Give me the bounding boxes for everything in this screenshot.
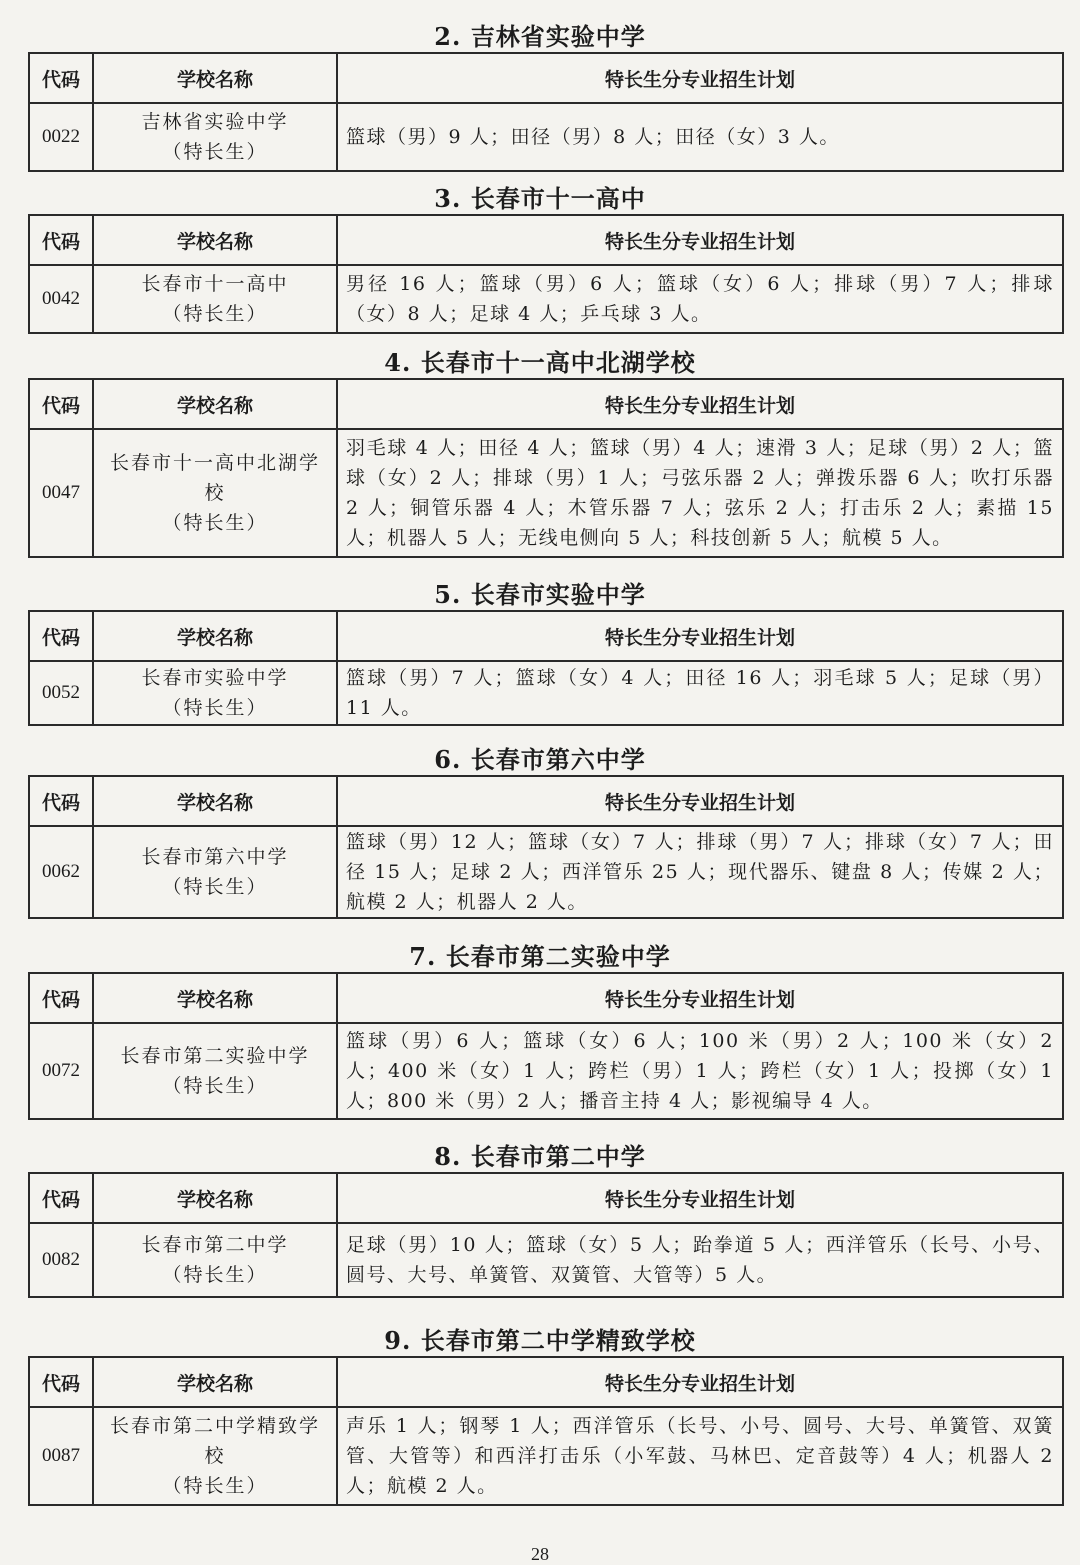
school-name-cell [93,429,337,557]
table-row [29,103,1063,171]
enrollment-plan: 足球（男）10 人；篮球（女）5 人；跆拳道 5 人；西洋管乐（长号、小号、圆号、大号、单簧管、双簧管、大管等）5 人。 [337,1223,1063,1297]
table-row [29,661,1063,725]
school-name-cell [93,1223,337,1297]
header-code: 代码 [29,611,93,661]
header-plan: 特长生分专业招生计划 [337,379,1063,429]
header-school-name: 学校名称 [93,1173,337,1223]
school-name: 长春市实验中学 [141,667,289,689]
header-school-name: 学校名称 [93,215,337,265]
school-code: 0047 [29,429,93,557]
school-code: 0072 [29,1023,93,1119]
school-section [0,1142,1080,1286]
table-header-row [29,1173,1063,1223]
school-category: （特长生） [162,697,268,719]
school-code: 0052 [29,661,93,725]
table-header-row [29,53,1063,103]
header-code: 代码 [29,1357,93,1407]
school-name-cell [93,265,337,333]
school-name: 长春市第二实验中学 [120,1045,310,1067]
school-name-cell [93,661,337,725]
enrollment-table [28,52,1064,172]
header-plan: 特长生分专业招生计划 [337,776,1063,826]
table-header-row [29,973,1063,1023]
table-row [29,265,1063,333]
table-header-row [29,379,1063,429]
school-category: （特长生） [162,1075,268,1097]
school-name-cell [93,1407,337,1505]
school-category: （特长生） [162,303,268,325]
school-code: 0062 [29,826,93,918]
school-section [0,1326,1080,1497]
table-header-row [29,215,1063,265]
header-plan: 特长生分专业招生计划 [337,1357,1063,1407]
header-school-name: 学校名称 [93,53,337,103]
enrollment-plan: 声乐 1 人；钢琴 1 人；西洋管乐（长号、小号、圆号、大号、单簧管、双簧管、大管等）和西洋打击乐（小军鼓、马林巴、定音鼓等）4 人；机器人 2 人；航模 2 人。 [337,1407,1063,1505]
school-name-cell [93,103,337,171]
table-row [29,1023,1063,1119]
school-name: 长春市第二中学 [141,1234,289,1256]
enrollment-table [28,775,1064,919]
section-title: 6. 长春市第六中学 [434,745,646,774]
header-school-name: 学校名称 [93,379,337,429]
school-name: 长春市第二中学精致学校 [109,1415,320,1467]
table-header-row [29,776,1063,826]
section-title: 4. 长春市十一高中北湖学校 [384,348,696,377]
school-category: （特长生） [162,1475,268,1497]
page-number: 28 [531,1544,549,1564]
school-name-cell [93,826,337,918]
school-name: 长春市第六中学 [141,846,289,868]
header-code: 代码 [29,973,93,1023]
section-title: 7. 长春市第二实验中学 [409,942,671,971]
school-section [0,184,1080,325]
enrollment-table [28,610,1064,726]
enrollment-table [28,214,1064,334]
header-code: 代码 [29,776,93,826]
enrollment-table [28,378,1064,558]
header-code: 代码 [29,53,93,103]
school-category: （特长生） [162,876,268,898]
school-category: （特长生） [162,1264,268,1286]
section-title: 2. 吉林省实验中学 [434,22,646,51]
table-header-row [29,1357,1063,1407]
header-plan: 特长生分专业招生计划 [337,215,1063,265]
school-section [0,348,1080,549]
school-name: 长春市十一高中北湖学校 [109,452,320,504]
enrollment-plan: 羽毛球 4 人；田径 4 人；篮球（男）4 人；速滑 3 人；足球（男）2 人；篮球（女）2 人；排球（男）1 人；弓弦乐器 2 人；弹拨乐器 6 人；吹打乐器 2 人；铜管乐器 4 人；木管乐器 7 人；弦乐 2 人；打击乐 2 人；素描 15 人；机器人 5 人；无线电侧向 5 人；科技创新 5 人；航模 5 人。 [337,429,1063,557]
table-row [29,1223,1063,1297]
school-section [0,22,1080,163]
enrollment-plan: 男径 16 人；篮球（男）6 人；篮球（女）6 人；排球（男）7 人；排球（女）8 人；足球 4 人；乒乓球 3 人。 [337,265,1063,333]
enrollment-plan: 篮球（男）9 人；田径（男）8 人；田径（女）3 人。 [337,103,1063,171]
enrollment-table [28,1356,1064,1506]
table-row [29,1407,1063,1505]
header-code: 代码 [29,379,93,429]
school-name: 长春市十一高中 [141,273,289,295]
section-title: 9. 长春市第二中学精致学校 [384,1326,696,1355]
school-code: 0022 [29,103,93,171]
section-title: 5. 长春市实验中学 [434,580,646,609]
header-plan: 特长生分专业招生计划 [337,53,1063,103]
section-title: 8. 长春市第二中学 [434,1142,646,1171]
school-code: 0087 [29,1407,93,1505]
school-section [0,942,1080,1112]
enrollment-table [28,972,1064,1120]
school-code: 0042 [29,265,93,333]
school-code: 0082 [29,1223,93,1297]
school-category: （特长生） [162,141,268,163]
section-title: 3. 长春市十一高中 [434,184,646,213]
school-category: （特长生） [162,512,268,534]
header-plan: 特长生分专业招生计划 [337,973,1063,1023]
header-school-name: 学校名称 [93,973,337,1023]
school-section [0,580,1080,719]
table-row [29,429,1063,557]
header-school-name: 学校名称 [93,776,337,826]
school-name-cell [93,1023,337,1119]
header-code: 代码 [29,1173,93,1223]
header-code: 代码 [29,215,93,265]
school-section [0,745,1080,913]
enrollment-plan: 篮球（男）6 人；篮球（女）6 人；100 米（男）2 人；100 米（女）2 人；400 米（女）1 人；跨栏（男）1 人；跨栏（女）1 人；投掷（女）1 人；800 米（男）2 人；播音主持 4 人；影视编导 4 人。 [337,1023,1063,1119]
enrollment-table [28,1172,1064,1298]
enrollment-plan: 篮球（男）12 人；篮球（女）7 人；排球（男）7 人；排球（女）7 人；田径 15 人；足球 2 人；西洋管乐 25 人；现代器乐、键盘 8 人；传媒 2 人；航模 2 人；机器人 2 人。 [337,826,1063,918]
header-plan: 特长生分专业招生计划 [337,611,1063,661]
school-name: 吉林省实验中学 [141,111,289,133]
table-row [29,826,1063,918]
header-school-name: 学校名称 [93,611,337,661]
table-header-row [29,611,1063,661]
enrollment-plan: 篮球（男）7 人；篮球（女）4 人；田径 16 人；羽毛球 5 人；足球（男）11 人。 [337,661,1063,725]
header-plan: 特长生分专业招生计划 [337,1173,1063,1223]
header-school-name: 学校名称 [93,1357,337,1407]
